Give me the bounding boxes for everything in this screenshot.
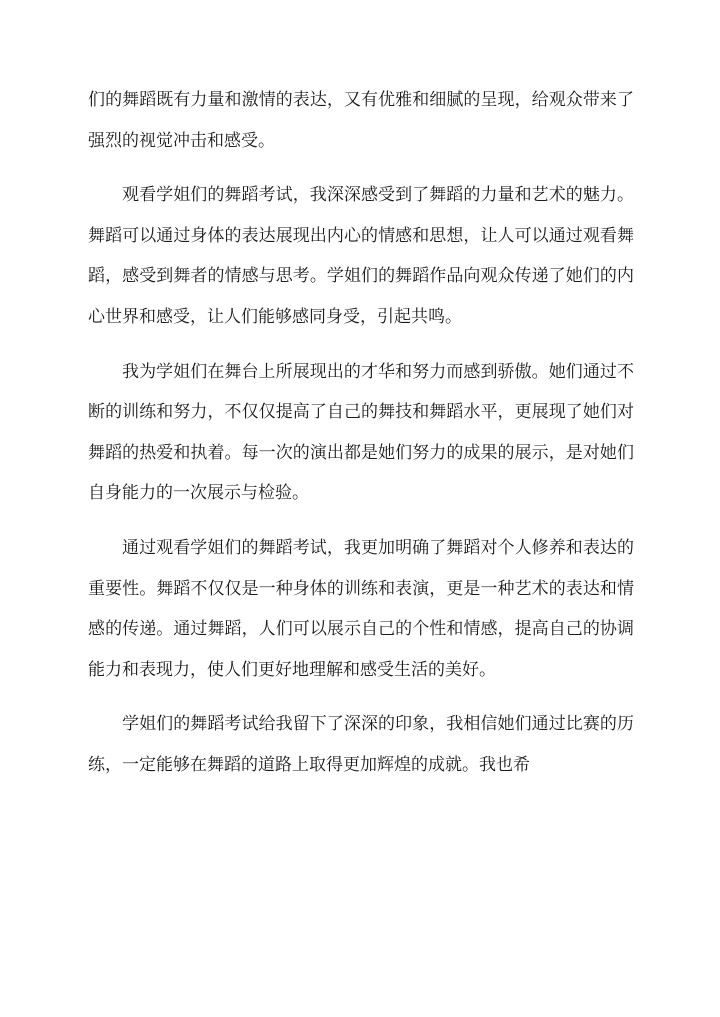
paragraph-impression: 学姐们的舞蹈考试给我留下了深深的印象，我相信她们通过比赛的历练，一定能够在舞蹈的道路上取得更加辉煌的成就。我也希 <box>88 714 634 775</box>
paragraph-dance-power: 观看学姐们的舞蹈考试，我深深感受到了舞蹈的力量和艺术的魅力。舞蹈可以通过身体的表达展现出内心的情感和思想，让人可以通过观看舞蹈，感受到舞者的情感与思考。学姐们的舞蹈作品向观众传递了她们的内心世界和感受，让人们能够感同身受，引起共鸣。 <box>88 185 634 327</box>
document-page <box>88 80 634 800</box>
paragraph-continuation: 们的舞蹈既有力量和激情的表达，又有优雅和细腻的呈现，给观众带来了强烈的视觉冲击和感受。 <box>88 90 634 151</box>
paragraph-pride: 我为学姐们在舞台上所展现出的才华和努力而感到骄傲。她们通过不断的训练和努力，不仅仅提高了自己的舞技和舞蹈水平，更展现了她们对舞蹈的热爱和执着。每一次的演出都是她们努力的成果的展示，是对她们自身能力的一次展示与检验。 <box>88 361 634 504</box>
paragraph-importance: 通过观看学姐们的舞蹈考试，我更加明确了舞蹈对个人修养和表达的重要性。舞蹈不仅仅是一种身体的训练和表演，更是一种艺术的表达和情感的传递。通过舞蹈，人们可以展示自己的个性和情感，提高自己的协调能力和表现力，使人们更好地理解和感受生活的美好。 <box>88 537 634 680</box>
